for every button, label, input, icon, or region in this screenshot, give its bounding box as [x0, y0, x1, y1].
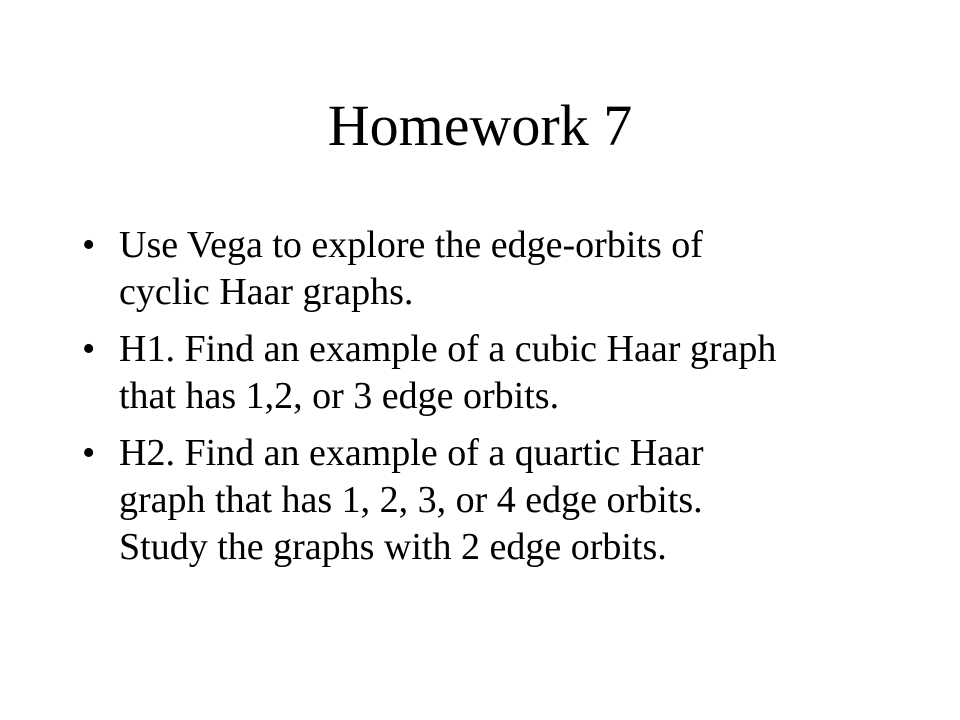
bullet-item-2	[82, 326, 882, 420]
bullet-list	[82, 222, 882, 581]
bullet-item-1	[82, 222, 882, 316]
slide-title: Homework 7	[327, 93, 633, 158]
bullet-text-line: graph that has 1, 2, 3, or 4 edge orbits.	[119, 479, 703, 521]
bullet-text-line: that has 1,2, or 3 edge orbits.	[119, 375, 560, 417]
bullet-marker: •	[82, 328, 96, 370]
bullet-marker: •	[82, 432, 96, 474]
bullet-marker: •	[82, 224, 96, 266]
bullet-text-line: H1. Find an example of a cubic Haar graph	[119, 328, 777, 370]
bullet-text-line: Use Vega to explore the edge-orbits of	[119, 224, 703, 266]
bullet-text-line: cyclic Haar graphs.	[119, 271, 414, 313]
bullet-text-line: Study the graphs with 2 edge orbits.	[119, 526, 667, 568]
bullet-text-line: H2. Find an example of a quartic Haar	[119, 432, 704, 474]
bullet-item-3	[82, 430, 882, 571]
